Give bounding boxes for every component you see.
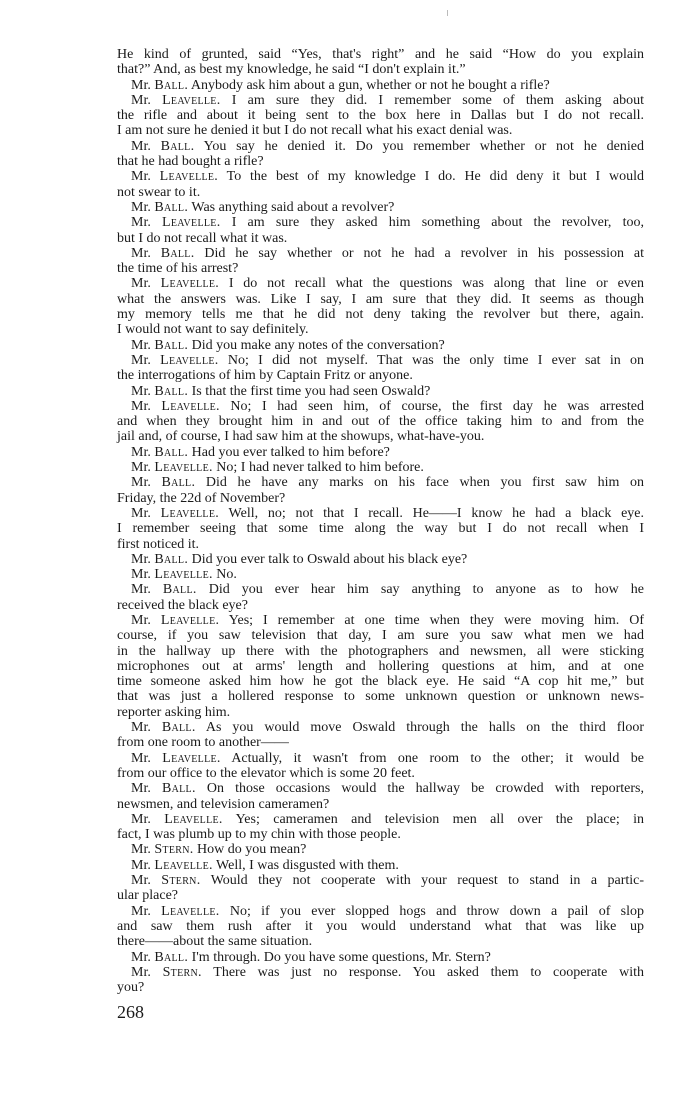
text-line (117, 628, 644, 643)
continued-paragraph (117, 47, 644, 78)
speaker-name: Ball. (154, 551, 189, 567)
testimony-paragraph (117, 842, 644, 857)
text-line (117, 751, 644, 766)
testimony-paragraph (117, 567, 644, 582)
line-text: received the black eye? (117, 597, 248, 613)
line-text: Did he say whether or not he had a revolver in his possession at (204, 245, 644, 261)
text-line (117, 429, 644, 444)
testimony-paragraph (117, 613, 644, 720)
text-line (117, 842, 644, 857)
line-text: what the answers was. Like I say, I am sure that they did. It seems as though (117, 291, 644, 307)
speaker-title: Mr. (131, 337, 151, 353)
line-text: not swear to it. (117, 184, 201, 200)
line-text: the interrogations of him by Captain Fritz or anyone. (117, 368, 413, 384)
speaker-title: Mr. (131, 842, 151, 858)
text-line (117, 185, 644, 200)
testimony-paragraph (117, 215, 644, 246)
speaker-title: Mr. (131, 857, 151, 873)
speaker-title: Mr. (131, 245, 151, 261)
speaker-name: Leavelle. (154, 567, 213, 583)
speaker-name: Ball. (154, 949, 189, 965)
line-text: I'm through. Do you have some questions, Mr. Stern? (191, 949, 491, 965)
text-line (117, 215, 644, 230)
speaker-title: Mr. (131, 77, 151, 93)
line-text: time someone asked him how he got the black eye. He said “A cop hit me,” but (117, 674, 644, 690)
testimony-paragraph (117, 812, 644, 843)
testimony-paragraph (117, 720, 644, 751)
testimony-paragraph (117, 139, 644, 170)
text-line (117, 368, 644, 383)
line-text: Would they not cooperate with your request to stand in a partic- (210, 873, 645, 889)
text-line (117, 781, 644, 796)
text-line (117, 720, 644, 735)
transcript-body (117, 47, 644, 995)
line-text: As you would move Oswald through the halls on the third floor (205, 720, 645, 736)
text-line (117, 980, 644, 995)
line-text: from one room to another—— (117, 735, 289, 751)
line-text: Anybody ask him about a gun, whether or not he bought a rifle? (190, 77, 550, 93)
line-text: reporter asking him. (117, 704, 231, 720)
text-line (117, 292, 644, 307)
speaker-name: Stern. (161, 873, 201, 889)
speaker-title: Mr. (131, 276, 151, 292)
text-line (117, 276, 644, 291)
text-line (117, 506, 644, 521)
testimony-paragraph (117, 200, 644, 215)
testimony-paragraph (117, 399, 644, 445)
line-text: first noticed it. (117, 536, 200, 552)
speaker-name: Ball. (161, 475, 196, 491)
speaker-title: Mr. (131, 398, 151, 414)
line-text: Well, no; not that I recall. He——I know he had a black eye. (228, 505, 645, 521)
speaker-title: Mr. (131, 551, 151, 567)
text-line (117, 353, 644, 368)
text-line (117, 154, 644, 169)
text-line (117, 858, 644, 873)
testimony-paragraph (117, 384, 644, 399)
speaker-title: Mr. (131, 903, 151, 919)
speaker-title: Mr. (131, 92, 151, 108)
speaker-name: Ball. (154, 337, 189, 353)
line-text: in the hallway up there with the photographers and newsmen, all were sticking (117, 643, 644, 659)
text-line (117, 307, 644, 322)
scan-mark (447, 10, 448, 16)
line-text: There was just no response. You asked them to cooperate with (213, 964, 645, 980)
line-text: the rifle and about it being sent to the box here in Dallas but I do not recall. (117, 108, 644, 124)
testimony-paragraph (117, 475, 644, 506)
line-text: there——about the same situation. (117, 934, 313, 950)
text-line (117, 399, 644, 414)
line-text: He kind of grunted, said “Yes, that's right” and he said “How do you explain (117, 47, 644, 62)
line-text: No; I did not myself. That was the only time I ever sat in on (227, 352, 645, 368)
testimony-paragraph (117, 781, 644, 812)
line-text: ular place? (117, 888, 179, 904)
text-line (117, 934, 644, 949)
speaker-name: Leavelle. (164, 811, 223, 827)
text-line (117, 322, 644, 337)
speaker-title: Mr. (131, 720, 151, 736)
speaker-name: Leavelle. (160, 612, 220, 628)
speaker-title: Mr. (131, 505, 151, 521)
speaker-name: Ball. (160, 245, 195, 261)
line-text: but I do not recall what it was. (117, 230, 288, 246)
text-line (117, 78, 644, 93)
speaker-name: Ball. (162, 582, 197, 598)
line-text: I am sure they did. I remember some of them asking about (231, 92, 644, 108)
speaker-name: Leavelle. (162, 92, 221, 108)
testimony-paragraph (117, 445, 644, 460)
text-line (117, 246, 644, 261)
speaker-name: Leavelle. (154, 460, 213, 476)
testimony-paragraph (117, 276, 644, 337)
testimony-paragraph (117, 751, 644, 782)
line-text: On those occasions would the hallway be crowded with reporters, (206, 781, 645, 797)
text-line (117, 659, 644, 674)
text-line (117, 169, 644, 184)
text-line (117, 598, 644, 613)
text-line (117, 827, 644, 842)
text-line (117, 613, 644, 628)
line-text: microphones out at arms' length and hollering questions at him, and at one (117, 658, 644, 674)
text-line (117, 919, 644, 934)
speaker-name: Leavelle. (161, 398, 220, 414)
text-line (117, 200, 644, 215)
speaker-title: Mr. (131, 582, 151, 598)
text-line (117, 414, 644, 429)
text-line (117, 123, 644, 138)
speaker-name: Leavelle. (160, 352, 219, 368)
speaker-title: Mr. (131, 460, 151, 476)
speaker-name: Ball. (154, 383, 189, 399)
line-text: I would not want to say definitely. (117, 322, 309, 338)
text-line (117, 582, 644, 597)
line-text: Yes; cameramen and television men all over the place; in (235, 811, 645, 827)
text-line (117, 735, 644, 750)
line-text: Actually, it wasn't from one room to the other; it would be (231, 750, 644, 766)
text-line (117, 965, 644, 980)
speaker-title: Mr. (131, 567, 151, 583)
testimony-paragraph (117, 338, 644, 353)
testimony-paragraph (117, 460, 644, 475)
line-text: course, if you saw television that day, I am sure you saw what men we had (117, 628, 644, 644)
testimony-paragraph (117, 169, 644, 200)
line-text: you? (117, 980, 145, 996)
text-line (117, 491, 644, 506)
speaker-name: Leavelle. (161, 903, 220, 919)
testimony-paragraph (117, 950, 644, 965)
text-line (117, 445, 644, 460)
text-line (117, 475, 644, 490)
text-line (117, 231, 644, 246)
text-line (117, 689, 644, 704)
speaker-title: Mr. (131, 475, 151, 491)
speaker-name: Ball. (154, 199, 189, 215)
line-text: No; I had seen him, of course, the first day he was arrested (230, 398, 645, 414)
line-text: Did you ever hear him say anything to anyone as to how he (208, 582, 645, 598)
line-text: I remember seeing that some time along the way but I do not recall when I (117, 521, 644, 537)
text-line (117, 950, 644, 965)
speaker-name: Ball. (154, 77, 189, 93)
testimony-paragraph (117, 353, 644, 384)
speaker-title: Mr. (131, 949, 151, 965)
speaker-name: Leavelle. (160, 276, 220, 292)
text-line (117, 705, 644, 720)
speaker-title: Mr. (131, 612, 151, 628)
line-text: and when they brought him in and out of the office taking him to and from the (117, 414, 644, 430)
line-text: You say he denied it. Do you remember whether or not he denied (203, 138, 644, 154)
speaker-title: Mr. (131, 169, 151, 185)
speaker-title: Mr. (131, 781, 151, 797)
testimony-paragraph (117, 506, 644, 552)
line-text: jail and, of course, I had saw him at the showups, what-have-you. (117, 429, 485, 445)
speaker-title: Mr. (131, 750, 151, 766)
speaker-name: Ball. (161, 720, 196, 736)
line-text: that?” And, as best my knowledge, he said “I don't explain it.” (117, 62, 466, 78)
testimony-paragraph (117, 904, 644, 950)
line-text: newsmen, and television cameramen? (117, 796, 330, 812)
text-line (117, 567, 644, 582)
speaker-title: Mr. (131, 383, 151, 399)
line-text: Was anything said about a revolver? (191, 199, 395, 215)
testimony-paragraph (117, 246, 644, 277)
speaker-name: Ball. (154, 444, 189, 460)
speaker-name: Ball. (161, 781, 196, 797)
text-line (117, 521, 644, 536)
testimony-paragraph (117, 93, 644, 139)
line-text: To the best of my knowledge I do. He did deny it but I would (226, 169, 645, 185)
text-line (117, 460, 644, 475)
speaker-title: Mr. (131, 215, 151, 231)
text-line (117, 62, 644, 77)
speaker-name: Leavelle. (154, 857, 213, 873)
line-text: Did he have any marks on his face when you first saw him on (205, 475, 645, 491)
text-line (117, 797, 644, 812)
line-text: Yes; I remember at one time when they were moving him. Of (228, 612, 645, 628)
speaker-name: Stern. (154, 842, 194, 858)
testimony-paragraph (117, 78, 644, 93)
testimony-paragraph (117, 552, 644, 567)
text-line (117, 904, 644, 919)
text-line (117, 261, 644, 276)
line-text: the time of his arrest? (117, 261, 239, 277)
speaker-title: Mr. (131, 873, 151, 889)
line-text: Had you ever talked to him before? (191, 444, 390, 460)
text-line (117, 888, 644, 903)
text-line (117, 812, 644, 827)
speaker-name: Leavelle. (162, 750, 221, 766)
text-line (117, 674, 644, 689)
line-text: No; I had never talked to him before. (216, 460, 424, 476)
line-text: Is that the first time you had seen Oswald? (191, 383, 431, 399)
line-text: Friday, the 22d of November? (117, 490, 286, 506)
text-line (117, 384, 644, 399)
line-text: that he had bought a rifle? (117, 154, 264, 170)
line-text: I am sure they asked him something about the revolver, too, (231, 215, 645, 231)
line-text: No. (216, 567, 237, 583)
speaker-name: Leavelle. (162, 215, 221, 231)
text-line (117, 537, 644, 552)
line-text: from our office to the elevator which is some 20 feet. (117, 765, 415, 781)
speaker-title: Mr. (131, 352, 151, 368)
line-text: that was just a hollered response to some unknown question or unknown news- (117, 689, 644, 705)
text-line (117, 108, 644, 123)
text-line (117, 766, 644, 781)
text-line (117, 139, 644, 154)
testimony-paragraph (117, 873, 644, 904)
line-text: Did you make any notes of the conversation? (191, 337, 445, 353)
line-text: I do not recall what the questions was along that line or even (228, 276, 645, 292)
line-text: fact, I was plumb up to my chin with those people. (117, 827, 401, 843)
testimony-paragraph (117, 965, 644, 996)
line-text: I am not sure he denied it but I do not recall what his exact denial was. (117, 123, 513, 139)
testimony-paragraph (117, 582, 644, 613)
text-line (117, 644, 644, 659)
line-text: and saw them rush after it you would understand what that was like up (117, 918, 644, 934)
text-line (117, 47, 644, 62)
text-line (117, 93, 644, 108)
speaker-title: Mr. (131, 138, 151, 154)
speaker-name: Leavelle. (160, 505, 220, 521)
speaker-title: Mr. (131, 199, 151, 215)
speaker-title: Mr. (131, 964, 151, 980)
speaker-name: Ball. (160, 138, 195, 154)
speaker-title: Mr. (131, 444, 151, 460)
text-line (117, 552, 644, 567)
line-text: No; if you ever slopped hogs and throw down a pail of slop (229, 903, 645, 919)
line-text: How do you mean? (197, 842, 307, 858)
speaker-title: Mr. (131, 811, 151, 827)
page-number: 268 (117, 1002, 144, 1022)
text-line (117, 873, 644, 888)
speaker-name: Stern. (162, 964, 202, 980)
testimony-paragraph (117, 858, 644, 873)
line-text: Well, I was disgusted with them. (216, 857, 399, 873)
line-text: Did you ever talk to Oswald about his black eye? (191, 551, 468, 567)
line-text: my memory tells me that he did not deny taking the revolver but there, again. (117, 307, 644, 323)
text-line (117, 338, 644, 353)
speaker-name: Leavelle. (159, 169, 219, 185)
